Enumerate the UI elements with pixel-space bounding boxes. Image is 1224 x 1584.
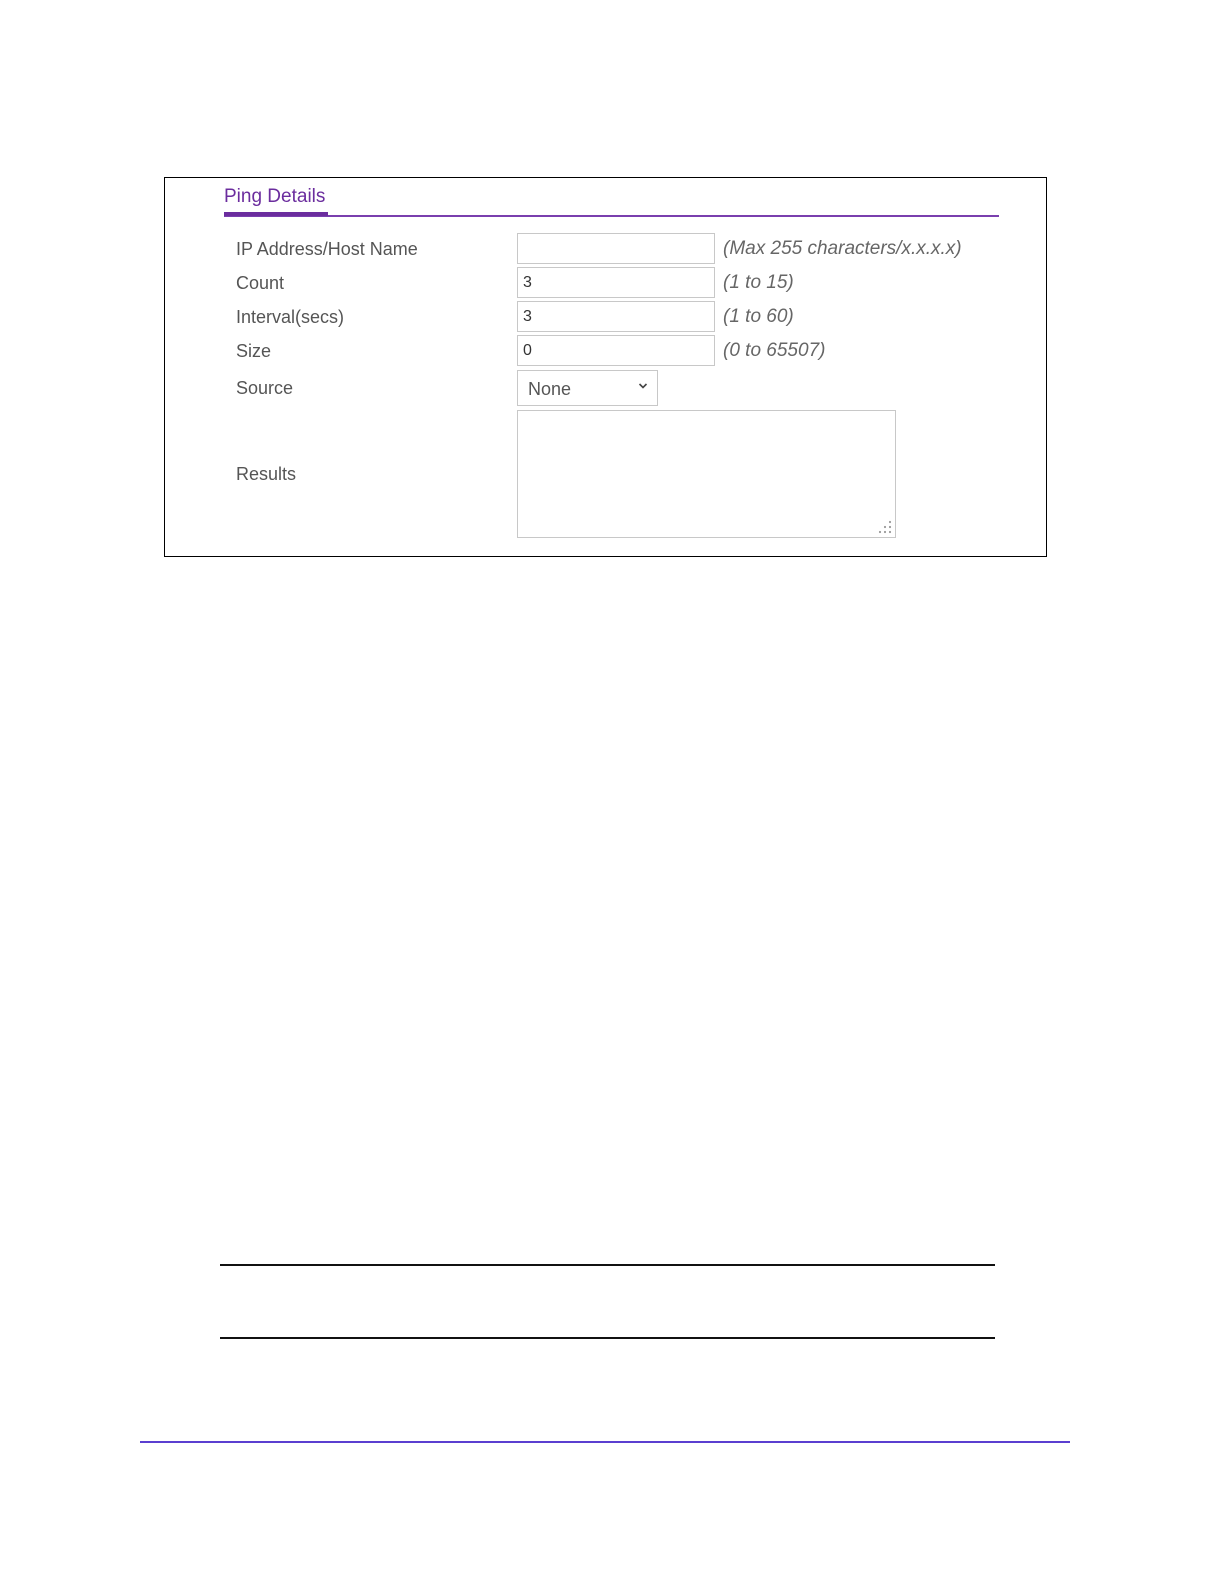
size-hint: (0 to 65507): [723, 340, 826, 361]
size-input[interactable]: [517, 335, 715, 366]
section-title-divider: [224, 215, 999, 217]
source-select-value: None: [528, 379, 572, 399]
count-label: Count: [236, 273, 285, 293]
footer-rule: [140, 1441, 1070, 1443]
resize-grip-icon[interactable]: [877, 519, 893, 535]
size-label: Size: [236, 341, 272, 361]
interval-label: Interval(secs): [236, 307, 345, 327]
source-label: Source: [236, 378, 294, 398]
note-bottom-rule: [220, 1337, 995, 1339]
count-hint: (1 to 15): [723, 272, 794, 293]
note-top-rule: [220, 1264, 995, 1266]
interval-input[interactable]: [517, 301, 715, 332]
ping-details-screenshot: [164, 177, 1047, 557]
results-textarea[interactable]: [517, 410, 896, 538]
source-select[interactable]: [517, 370, 658, 406]
ip-address-label: IP Address/Host Name: [236, 239, 418, 259]
ip-address-hint: (Max 255 characters/x.x.x.x): [723, 238, 962, 259]
section-title-underline: [224, 212, 328, 216]
chevron-down-icon: [638, 382, 648, 390]
section-title: Ping Details: [224, 186, 326, 207]
results-label: Results: [236, 464, 297, 484]
ip-address-input[interactable]: [517, 233, 715, 264]
interval-hint: (1 to 60): [723, 306, 794, 327]
count-input[interactable]: [517, 267, 715, 298]
